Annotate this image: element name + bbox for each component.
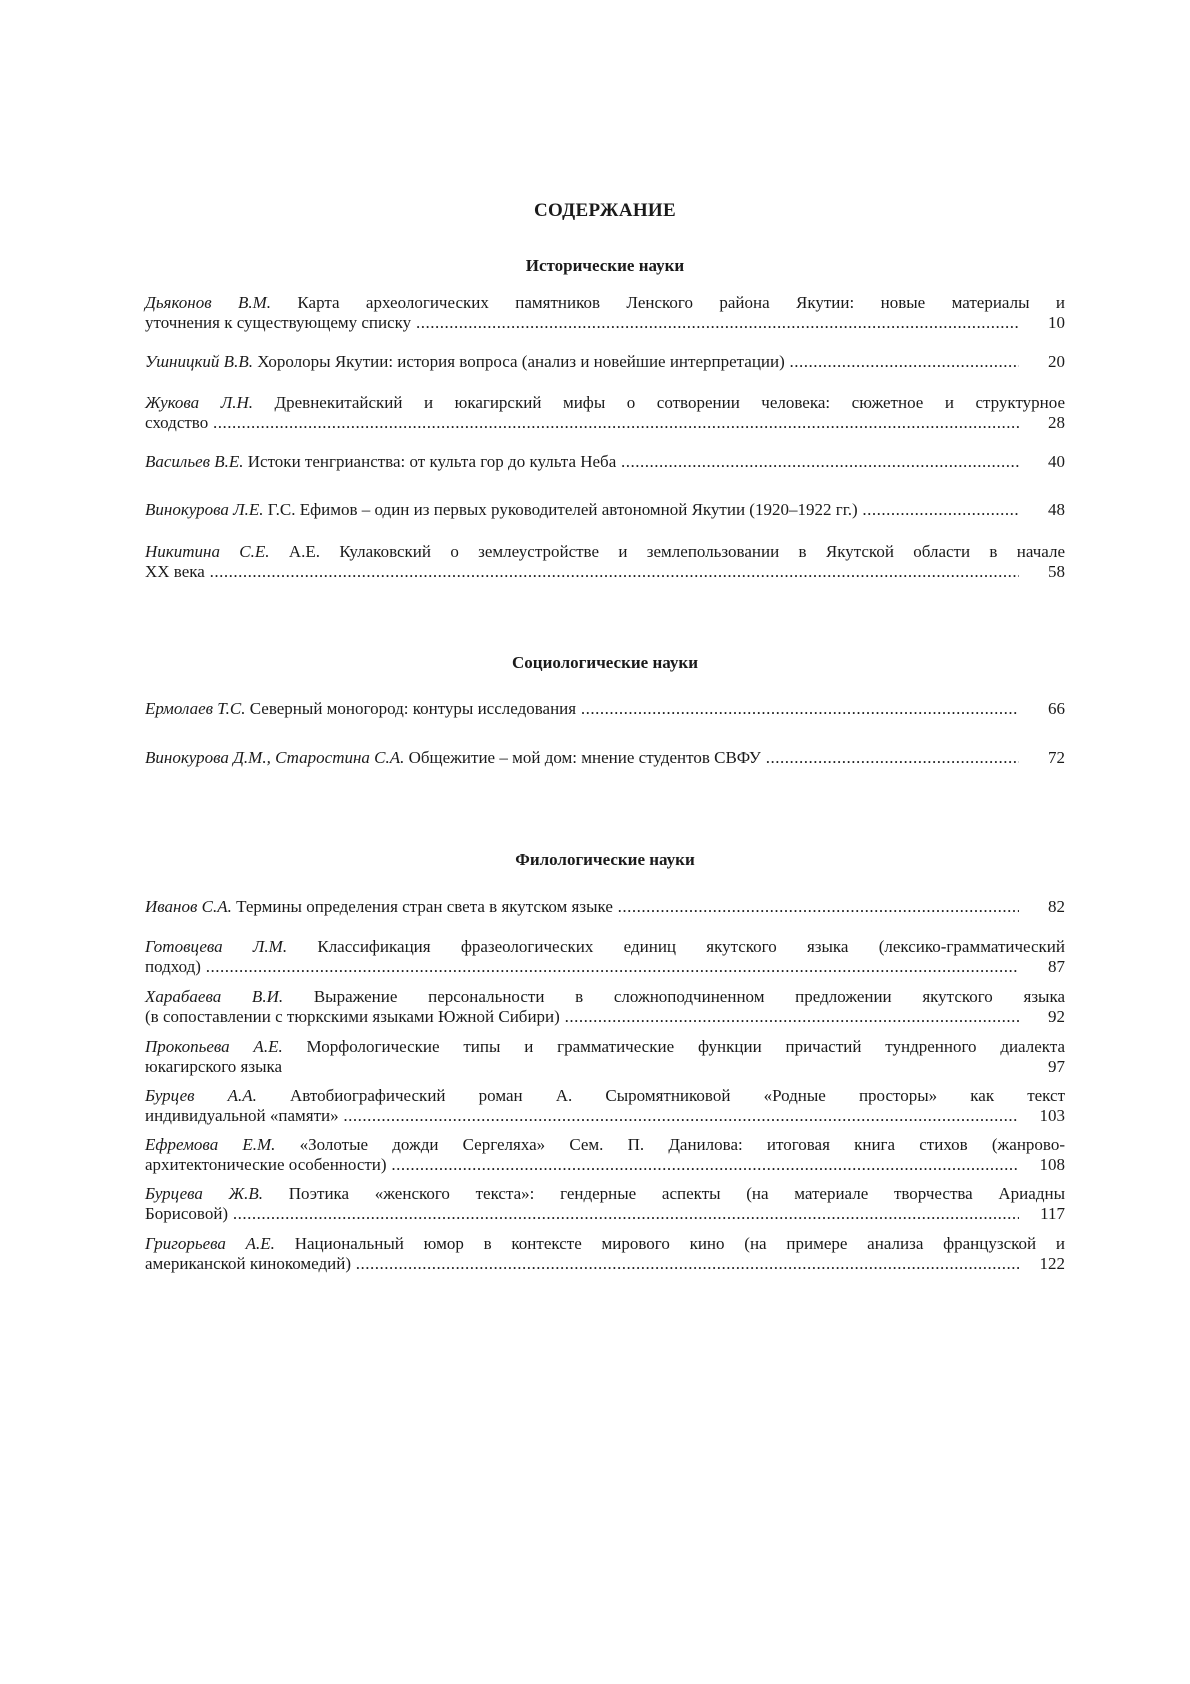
entry-page-number: 72 xyxy=(1048,748,1065,767)
entry-author: Ермолаев Т.С. xyxy=(145,699,246,718)
entry-line xyxy=(145,500,1019,520)
entry-title-last: индивидуальной «памяти» ..... xyxy=(145,1106,1019,1126)
entry-title-last: Хоролоры Якутии: история вопроса (анализ и новейшие интерпретации) xyxy=(257,352,785,371)
entry-title-line1: «Золотые дожди Сергеляха» Сем. П. Данилова: итоговая книга стихов (жанрово- xyxy=(299,1135,1066,1154)
entry-author: Прокопьева А.Е. xyxy=(145,1037,283,1056)
toc-entry[interactable] xyxy=(145,897,1065,917)
entry-author: Дьяконов В.М. xyxy=(145,293,272,312)
entry-title-last: американской кинокомедий) ..... xyxy=(145,1254,1019,1274)
entry-title-line1: Выражение персональности в сложноподчиненном предложении якутского языка xyxy=(313,987,1066,1006)
entry-author: Винокурова Д.М., Старостина С.А. xyxy=(145,748,405,767)
section-heading-history: Исторические науки xyxy=(525,256,685,275)
entry-title-last: XX века ..... xyxy=(145,562,1019,582)
entry-title-last: (в сопоставлении с тюркскими языками Южной Сибири) ..... xyxy=(145,1007,1019,1027)
page-title: СОДЕРЖАНИЕ xyxy=(534,200,676,221)
entry-first-line xyxy=(145,1184,1065,1204)
entry-first-line xyxy=(145,987,1065,1007)
toc-entry[interactable] xyxy=(145,542,1065,582)
entry-page-number: 58 xyxy=(1048,562,1065,581)
entry-author: Григорьева А.Е. xyxy=(145,1234,275,1253)
entry-page-number: 10 xyxy=(1048,313,1065,332)
entry-title-line1: Морфологические типы и грамматические функции причастий тундренного диалекта xyxy=(306,1037,1066,1056)
entry-title-line1: Карта археологических памятников Ленского района Якутии: новые материалы и xyxy=(297,293,1066,312)
entry-page-number: 28 xyxy=(1048,413,1065,432)
toc-entry[interactable] xyxy=(145,937,1065,977)
entry-page-number: 40 xyxy=(1048,452,1065,471)
entry-author: Бурцев А.А. xyxy=(145,1086,257,1105)
entry-title-line1: Национальный юмор в контексте мирового кино (на примере анализа французской и xyxy=(294,1234,1065,1253)
entry-title-line1: Поэтика «женского текста»: гендерные аспекты (на материале творчества Ариадны xyxy=(288,1184,1065,1203)
entry-author: Харабаева В.И. xyxy=(145,987,284,1006)
entry-author: Готовцева Л.М. xyxy=(145,937,288,956)
entry-first-line xyxy=(145,937,1065,957)
entry-title-line1: Классификация фразеологических единиц якутского языка (лексико-грамматический xyxy=(317,937,1066,956)
entry-first-line xyxy=(145,1086,1065,1106)
entry-page-number: 82 xyxy=(1048,897,1065,916)
entry-title-line1: Автобиографический роман А. Сыромятниковой «Родные просторы» как текст xyxy=(290,1086,1065,1105)
entry-title-last: юкагирского языка xyxy=(145,1057,283,1076)
entry-first-line xyxy=(145,1037,1065,1057)
entry-title-last: уточнения к существующему списку ..... xyxy=(145,313,1019,333)
toc-entry[interactable] xyxy=(145,748,1065,768)
toc-entry[interactable] xyxy=(145,352,1065,372)
toc-entry[interactable] xyxy=(145,1037,1065,1077)
entry-line xyxy=(145,452,1019,472)
entry-author: Жукова Л.Н. xyxy=(145,393,253,412)
entry-line xyxy=(145,897,1019,917)
toc-entry[interactable] xyxy=(145,393,1065,433)
entry-author: Ушницкий В.В. xyxy=(145,352,253,371)
entry-first-line xyxy=(145,1234,1065,1254)
entry-first-line xyxy=(145,393,1065,413)
entry-title-last: сходство ..... xyxy=(145,413,1019,433)
entry-page-number: 117 xyxy=(1040,1204,1065,1223)
section-heading-philology: Филологические науки xyxy=(515,850,695,869)
entry-first-line xyxy=(145,1135,1065,1155)
entry-page-number: 66 xyxy=(1048,699,1065,718)
entry-page-number: 97 xyxy=(1048,1057,1065,1076)
entry-title-last: Борисовой) ..... xyxy=(145,1204,1019,1224)
toc-entry[interactable] xyxy=(145,1234,1065,1274)
entry-title-line1: А.Е. Кулаковский о землеустройстве и землепользовании в Якутской области в начале xyxy=(288,542,1066,561)
entry-page-number: 20 xyxy=(1048,352,1065,371)
section-heading-sociology: Социологические науки xyxy=(512,653,698,672)
entry-title-last: Г.С. Ефимов – один из первых руководителей автономной Якутии (1920–1922 гг.) xyxy=(267,500,858,519)
entry-title-last: Общежитие – мой дом: мнение студентов СВФУ xyxy=(408,748,761,767)
entry-author: Бурцева Ж.В. xyxy=(145,1184,264,1203)
toc-entry[interactable] xyxy=(145,1086,1065,1126)
toc-entry[interactable] xyxy=(145,699,1065,719)
entry-page-number: 108 xyxy=(1039,1155,1065,1174)
entry-author: Ефремова Е.М. xyxy=(145,1135,276,1154)
toc-entry[interactable] xyxy=(145,293,1065,333)
entry-title-last: Северный моногород: контуры исследования xyxy=(249,699,577,718)
entry-title-last: Истоки тенгрианства: от культа гор до культа Неба xyxy=(247,452,617,471)
entry-first-line xyxy=(145,542,1065,562)
entry-author: Иванов С.А. xyxy=(145,897,232,916)
entry-title-last: Термины определения стран света в якутском языке xyxy=(236,897,613,916)
entry-line xyxy=(145,699,1019,719)
entry-page-number: 92 xyxy=(1048,1007,1065,1026)
toc-entry[interactable] xyxy=(145,500,1065,520)
entry-page-number: 122 xyxy=(1039,1254,1065,1273)
toc-entry[interactable] xyxy=(145,1184,1065,1224)
entry-line xyxy=(145,352,1019,372)
entry-title-last: архитектонические особенности) ..... xyxy=(145,1155,1019,1175)
entry-page-number: 87 xyxy=(1048,957,1065,976)
entry-line xyxy=(145,748,1019,768)
entry-author: Винокурова Л.Е. xyxy=(145,500,264,519)
toc-entry[interactable] xyxy=(145,987,1065,1027)
entry-page-number: 48 xyxy=(1048,500,1065,519)
entry-author: Васильев В.Е. xyxy=(145,452,244,471)
toc-entry[interactable] xyxy=(145,1135,1065,1175)
entry-title-line1: Древнекитайский и юкагирский мифы о сотворении человека: сюжетное и структурное xyxy=(274,393,1066,412)
toc-entry[interactable] xyxy=(145,452,1065,472)
entry-author: Никитина С.Е. xyxy=(145,542,270,561)
entry-first-line xyxy=(145,293,1065,313)
entry-page-number: 103 xyxy=(1039,1106,1065,1125)
entry-title-last: подход) ..... xyxy=(145,957,1019,977)
